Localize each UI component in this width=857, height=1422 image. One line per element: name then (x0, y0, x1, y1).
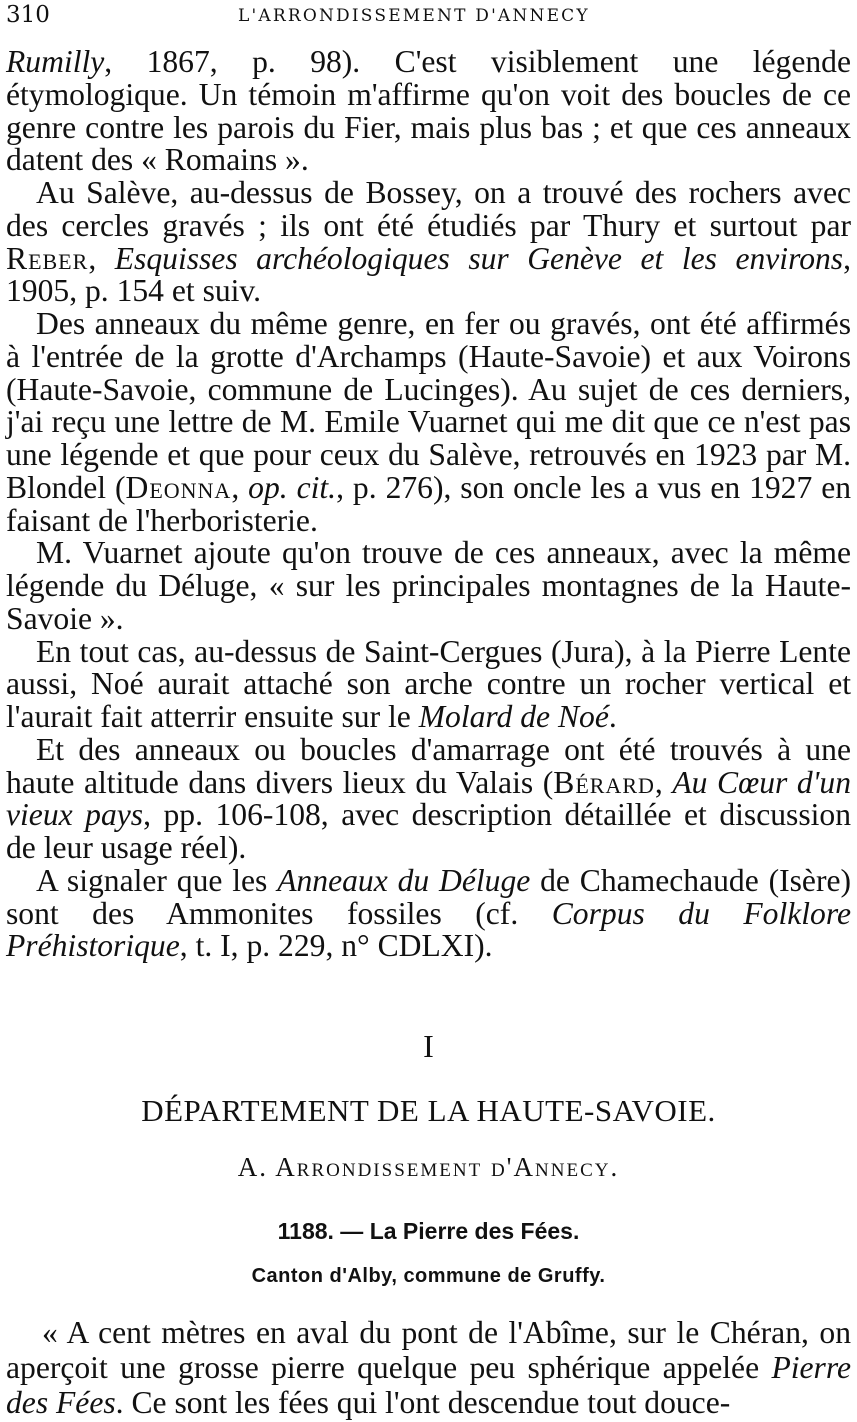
paragraph-4 (6, 537, 851, 635)
text-run: , t. I, p. 229, n° CDLXI). (179, 928, 493, 964)
entry-title: 1188. — La Pierre des Fées. (277, 1218, 580, 1244)
author-name: Bérard (553, 764, 655, 800)
text-run: Au Salève, au-dessus de Bossey, on a trouvé des rochers avec des cercles gravés ; ils ont été étudiés par Thury et surtout par (6, 175, 851, 243)
text-run: , pp. 106-108, avec description détaillée et discussion de leur usage réel). (6, 797, 851, 865)
text-run: Des anneaux du même genre, en fer ou gravés, ont été affirmés à l'entrée de la grotte d'Archamps (Haute-Savoie) et aux Voirons (Haute-Savoie, commune de Lucinges). Au sujet de ces derniers, j'ai reçu une lettre de M. Emile Vuarnet qui me dit que ce n'est pas une légende et que pour ceux du Salève, retrouvés en 1923 par M. Blondel ( (6, 306, 851, 505)
text-run: , (231, 469, 249, 505)
paragraph-1 (6, 46, 851, 177)
italic-text: Esquisses archéologiques sur Genève et les environs (114, 240, 844, 276)
italic-text: op. cit. (248, 469, 337, 505)
author-name: Reber (6, 240, 89, 276)
running-head: L'ARRONDISSEMENT D'ANNECY (238, 6, 590, 26)
paragraph-5 (6, 633, 851, 734)
text-run: , p. 276), son oncle les a vus en 1927 en faisant de l'herboristerie. (6, 469, 852, 538)
text-run: , 1867, p. 98). C'est visiblement une légende étymologique. Un témoin m'affirme qu'on voit des boucles de ce genre contre les parois du Fier, mais plus bas ; et que ces anneaux datent des « Romains ». (6, 44, 851, 178)
text-run: En tout cas, au-dessus de Saint-Cergues (Jura), à la Pierre Lente aussi, Noé aurait attaché son arche contre un rocher vertical et l'aurait fait atterrir ensuite sur le (6, 633, 851, 734)
page-number: 310 (6, 2, 50, 28)
entry-quote (6, 1315, 851, 1420)
text-run: Et des anneaux ou boucles d'amarrage ont été trouvés à une haute altitude dans divers lieux du Valais ( (6, 731, 851, 800)
italic-text: Molard de Noé (418, 699, 609, 734)
arrondissement-heading: A. Arrondissement d'Annecy. (237, 1152, 620, 1182)
section-title: DÉPARTEMENT DE LA HAUTE-SAVOIE. (141, 1093, 716, 1128)
text-run: A signaler que les (36, 862, 278, 898)
italic-text: Au Cœur d'un vieux pays (6, 764, 852, 833)
paragraph-3 (6, 308, 851, 537)
paragraph-2 (6, 177, 851, 308)
text-run: M. Vuarnet ajoute qu'on trouve de ces anneaux, avec la même légende du Déluge, « sur les principales montagnes de la Haute-Savoie ». (6, 535, 851, 636)
entry-subtitle: Canton d'Alby, commune de Gruffy. (251, 1265, 606, 1287)
italic-text: Corpus du Folklore Préhistorique (6, 895, 851, 964)
body-text (6, 46, 851, 963)
text-run: , (654, 764, 673, 800)
paragraph-6 (6, 731, 852, 865)
text-run: « A cent mètres en aval du pont de l'Abîme, sur le Chéran, on aperçoit une grosse pierre quelque peu sphérique appelée (6, 1315, 851, 1385)
text-run: , (88, 240, 115, 276)
text-run: . Ce sont les fées qui l'ont descendue tout douce- (115, 1385, 731, 1420)
text-run: . (608, 699, 617, 734)
page-header (6, 2, 851, 32)
italic-text: Rumilly (6, 44, 105, 79)
italic-text: Anneaux du Déluge (277, 862, 531, 898)
author-name: Deonna (125, 469, 232, 505)
italic-text: Pierre des Fées (6, 1350, 851, 1420)
paragraph-7 (6, 862, 852, 964)
text-run: , 1905, p. 154 et suiv. (6, 240, 851, 309)
text-run: de Chamechaude (Isère) sont des Ammonites fossiles (cf. (6, 862, 852, 931)
section-number: I (423, 1028, 434, 1064)
